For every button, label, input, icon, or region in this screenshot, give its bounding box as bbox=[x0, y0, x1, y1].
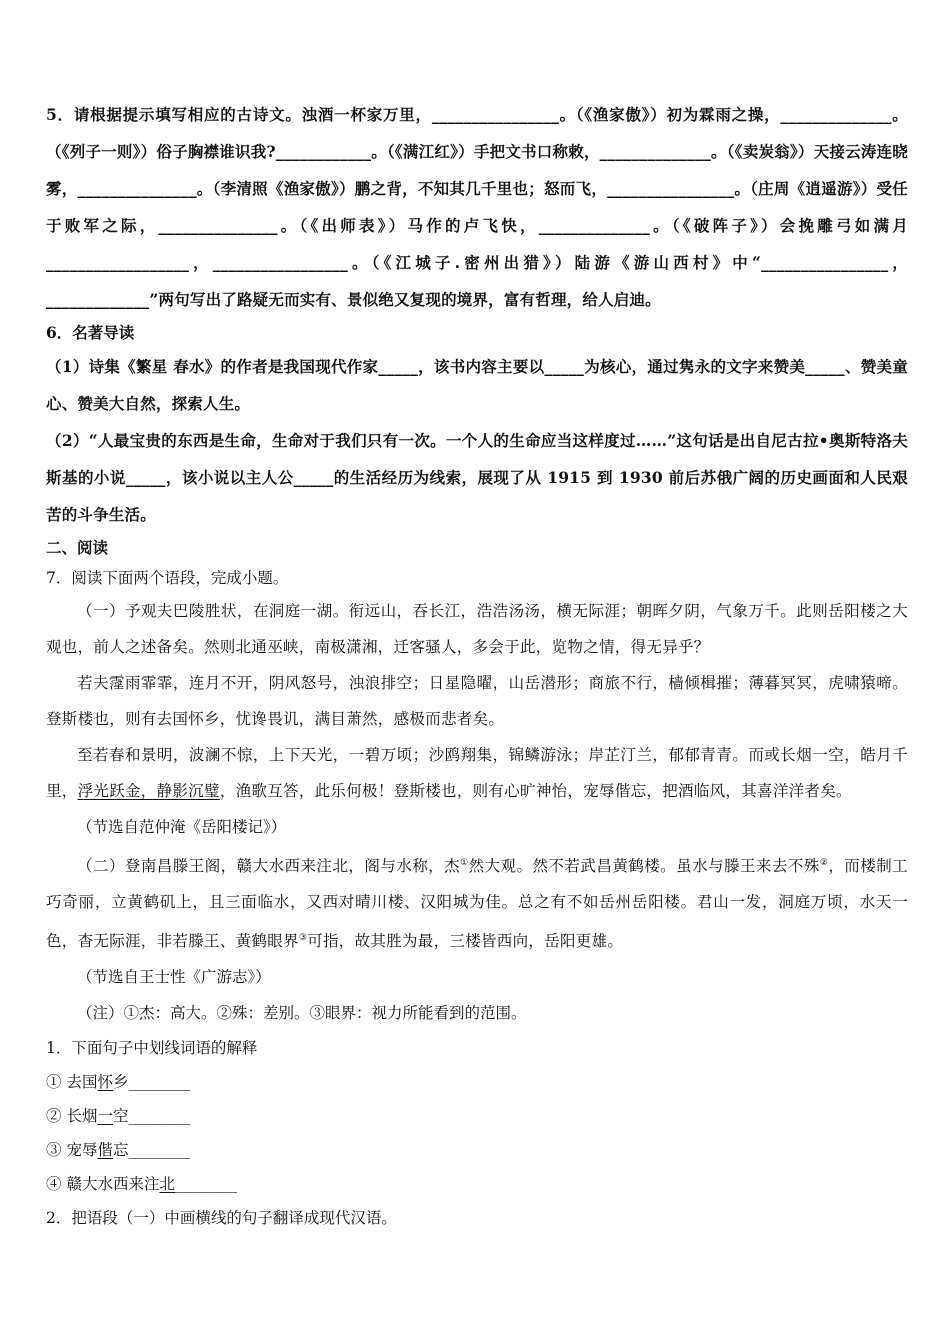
item-underlined-word: 怀 bbox=[97, 1073, 113, 1092]
passage-1-paragraph-3 bbox=[46, 737, 908, 809]
passage-1-paragraph-2: 若夫霪雨霏霏，连月不开，阴风怒号，浊浪排空；日星隐曜，山岳潜形；商旅不行，樯倾楫摧；薄暮冥冥，虎啸猿啼。登斯楼也，则有去国怀乡，忧谗畏讥，满目萧然，感极而悲者矣。 bbox=[46, 674, 908, 728]
passage-2-text-c: ，而楼制工巧奇丽，立黄鹤矶上，且三面临水，又西对晴川楼、汉阳城为佳。总之有不如岳州岳阳楼。君山一发，洞庭万顷，水天一色，杳无际涯，非若滕王、黄鹤眼界 bbox=[46, 857, 908, 951]
passage-1-paragraph-1: （一）予观夫巴陵胜状，在洞庭一湖。衔远山，吞长江，浩浩汤汤，横无际涯；朝晖夕阴，气象万千。此则岳阳楼之大观也，前人之述备矣。然则北通巫峡，南极潇湘，迁客骚人，多会于此，览物之情，得无异乎？ bbox=[46, 602, 908, 656]
item-text: 长烟 bbox=[66, 1107, 98, 1126]
sub-question-1-item bbox=[46, 1133, 908, 1167]
paragraph-3-text-b: ，渔歌互答，此乐何极！登斯楼也，则有心旷神怡，宠辱偕忘，把酒临风，其喜洋洋者矣。 bbox=[219, 782, 852, 800]
sub-question-1-item bbox=[46, 1065, 908, 1099]
item-text: 宠辱 bbox=[66, 1141, 98, 1160]
item-answer-blank: 空________ bbox=[112, 1107, 191, 1126]
footnote-ref-1: ① bbox=[460, 858, 469, 868]
sub-question-1-title: 1．下面句子中划线词语的解释 bbox=[46, 1039, 258, 1058]
passage-2-text-d: 可指，故其胜为最，三楼皆西向，岳阳更雄。 bbox=[307, 932, 624, 951]
sub-question-2-title: 2．把语段（一）中画横线的句子翻译成现代汉语。 bbox=[46, 1209, 397, 1228]
item-number: ② bbox=[46, 1107, 62, 1126]
question-5: 5．请根据提示填写相应的古诗文。浊酒一杯家万里，________________。（《渔家傲》）初为霖雨之操，______________。（《列子一则》）俗子胸襟谁识我?____________。（《满江红》）手把文书口称敕，______________。（《卖炭翁》）天接云涛连晓雾，_______________。（李清照《渔家傲》）鹏之背，不知其几千里也；怒而飞，________________。（庄周《逍遥游》）受任于败军之际，_______________。（《出师表》）马作的卢飞快，______________。（《破阵子》）会挽雕弓如满月__________________，_________________。（《江城子.密州出猎》）陆游《游山西村》中“________________，_____________”两句写出了路疑无而实有、景似绝又复现的境界，富有哲理，给人启迪。 bbox=[46, 105, 908, 309]
passage-2-text-b: 然大观。然不若武昌黄鹤楼。虽水与滕王来去不殊 bbox=[468, 857, 820, 876]
item-underlined-word: 偕 bbox=[97, 1141, 113, 1160]
section-reading-title: 二、阅读 bbox=[46, 538, 109, 557]
question-6-title: 6．名著导读 bbox=[46, 323, 135, 342]
item-number: ④ bbox=[46, 1175, 62, 1194]
passage-1-source: （节选自范仲淹《岳阳楼记》） bbox=[77, 818, 287, 836]
item-number: ③ bbox=[46, 1141, 62, 1160]
item-answer-blank: ________ bbox=[174, 1175, 237, 1194]
passage-2-paragraph bbox=[46, 845, 908, 959]
footnote-ref-2: ② bbox=[819, 858, 829, 868]
item-underlined-word: 一 bbox=[97, 1107, 113, 1126]
sub-question-1-item bbox=[46, 1167, 908, 1201]
document-page bbox=[46, 96, 908, 1235]
item-underlined-word: 北 bbox=[159, 1175, 175, 1194]
item-text: 赣大水西来注 bbox=[66, 1175, 160, 1194]
passage-2-source: （节选自王士性《广游志》） bbox=[77, 968, 271, 987]
passage-2-text-a: （二）登南昌滕王阁，赣大水西来注北，阁与水称，杰 bbox=[77, 857, 461, 876]
question-6-part-2: （2）“人最宝贵的东西是生命，生命对于我们只有一次。一个人的生命应当这样度过……”这句话是出自尼古拉•奥斯特洛夫斯基的小说_____，该小说以主人公_____的生活经历为线索，展现了从 1915 到 1930 前后苏俄广阔的历史画面和人民艰苦的斗争生活。 bbox=[46, 431, 908, 524]
sub-question-1-item bbox=[46, 1099, 908, 1133]
question-7-intro: 7．阅读下面两个语段，完成小题。 bbox=[46, 569, 289, 587]
footnote-ref-3: ③ bbox=[298, 933, 308, 944]
passage-2-notes: （注）①杰：高大。②殊：差别。③眼界：视力所能看到的范围。 bbox=[77, 1004, 527, 1023]
question-6-part-1: （1）诗集《繁星 春水》的作者是我国现代作家_____，该书内容主要以_____为核心，通过隽永的文字来赞美_____、赞美童心、赞美大自然，探索人生。 bbox=[46, 357, 908, 413]
item-answer-blank: 忘________ bbox=[112, 1141, 191, 1160]
item-answer-blank: 乡________ bbox=[112, 1073, 191, 1092]
item-text: 去国 bbox=[66, 1073, 98, 1092]
underlined-sentence: 浮光跃金，静影沉璧 bbox=[77, 782, 220, 800]
paragraph-3-text-a: 至若春和景明，波澜不惊，上下天光，一碧万顷；沙鸥翔集，锦鳞游泳；岸芷汀兰，郁郁青青。而或长烟一空，皓月千里， bbox=[46, 746, 908, 800]
item-number: ① bbox=[46, 1073, 62, 1092]
